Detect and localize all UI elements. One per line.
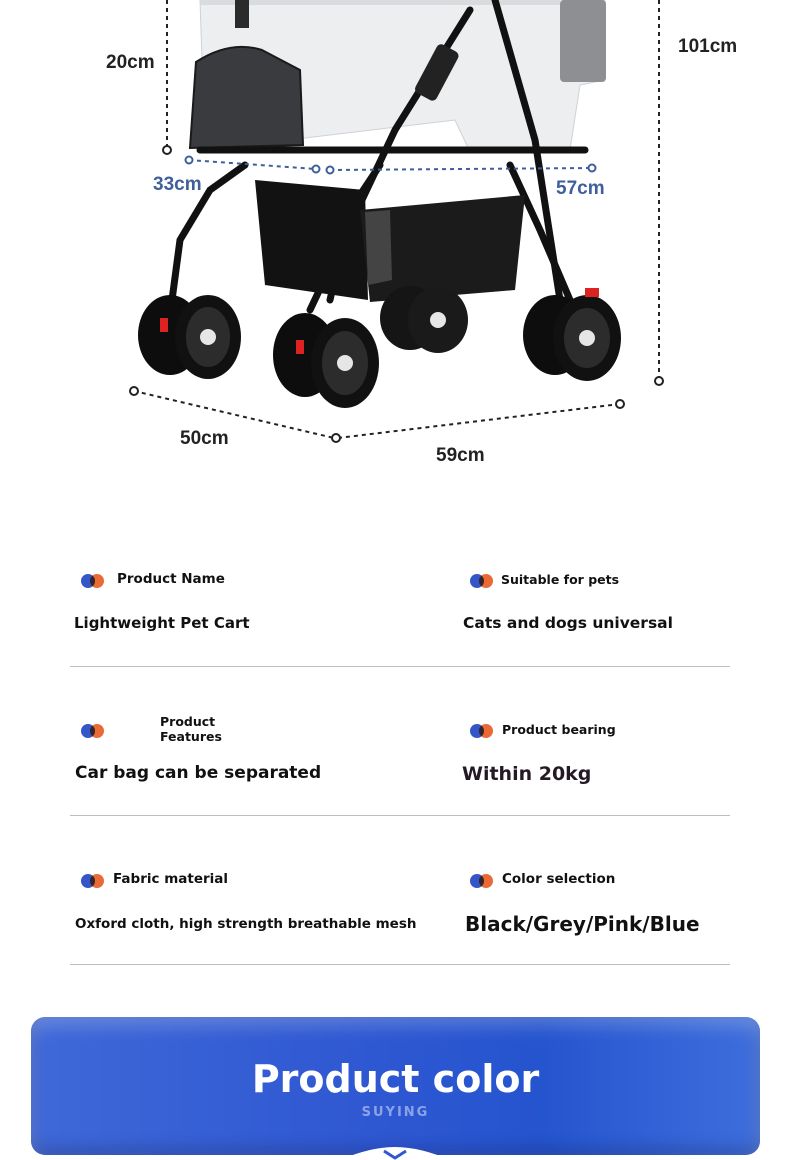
product-dimension-illustration	[0, 0, 790, 480]
spec-suitable-pets	[460, 540, 730, 666]
spec-label: Product Name	[117, 571, 225, 587]
chevron-down-icon	[340, 1145, 450, 1160]
bullet-dots-icon	[470, 724, 494, 738]
base-width-label: 50cm	[180, 428, 229, 449]
seat-height-label: 20cm	[106, 52, 155, 73]
spec-label: Product Features	[160, 714, 222, 744]
bullet-dots-icon	[470, 874, 494, 888]
bullet-dots-icon	[81, 574, 105, 588]
banner-title: Product color	[251, 1057, 540, 1101]
spec-label: Fabric material	[113, 871, 229, 887]
spec-fabric-material	[70, 816, 417, 964]
spec-label: Suitable for pets	[501, 572, 620, 587]
product-specs-table	[70, 540, 730, 965]
wheels	[138, 286, 621, 408]
spec-row	[70, 540, 730, 667]
spec-row	[70, 816, 730, 965]
bullet-dots-icon	[81, 724, 105, 738]
total-height-label: 101cm	[678, 36, 738, 57]
bullet-dots-icon	[470, 574, 494, 588]
spec-value: Oxford cloth, high strength breathable mesh	[75, 916, 417, 932]
spec-value: Cats and dogs universal	[463, 614, 673, 632]
base-length-label: 59cm	[436, 445, 485, 466]
brake-pedal	[296, 340, 304, 354]
brake-pedal	[585, 288, 599, 297]
storage-basket	[255, 180, 525, 302]
spec-value: Car bag can be separated	[75, 763, 322, 783]
banner-subtitle: SUYING	[361, 1105, 430, 1120]
spec-label: Product bearing	[502, 722, 616, 737]
spec-product-bearing	[460, 667, 730, 815]
spec-product-features	[70, 667, 390, 815]
spec-value: Black/Grey/Pink/Blue	[465, 912, 700, 936]
spec-value: Within 20kg	[462, 763, 592, 785]
spec-value: Lightweight Pet Cart	[74, 614, 250, 632]
brake-pedal	[160, 318, 168, 332]
seat-length-label: 57cm	[556, 178, 605, 199]
spec-product-name	[70, 540, 390, 666]
bullet-dots-icon	[81, 874, 105, 888]
seat-width-label: 33cm	[153, 174, 202, 195]
spec-row	[70, 667, 730, 816]
spec-label: Color selection	[502, 871, 616, 887]
spec-color-selection	[460, 816, 730, 964]
product-color-banner	[31, 1017, 760, 1155]
